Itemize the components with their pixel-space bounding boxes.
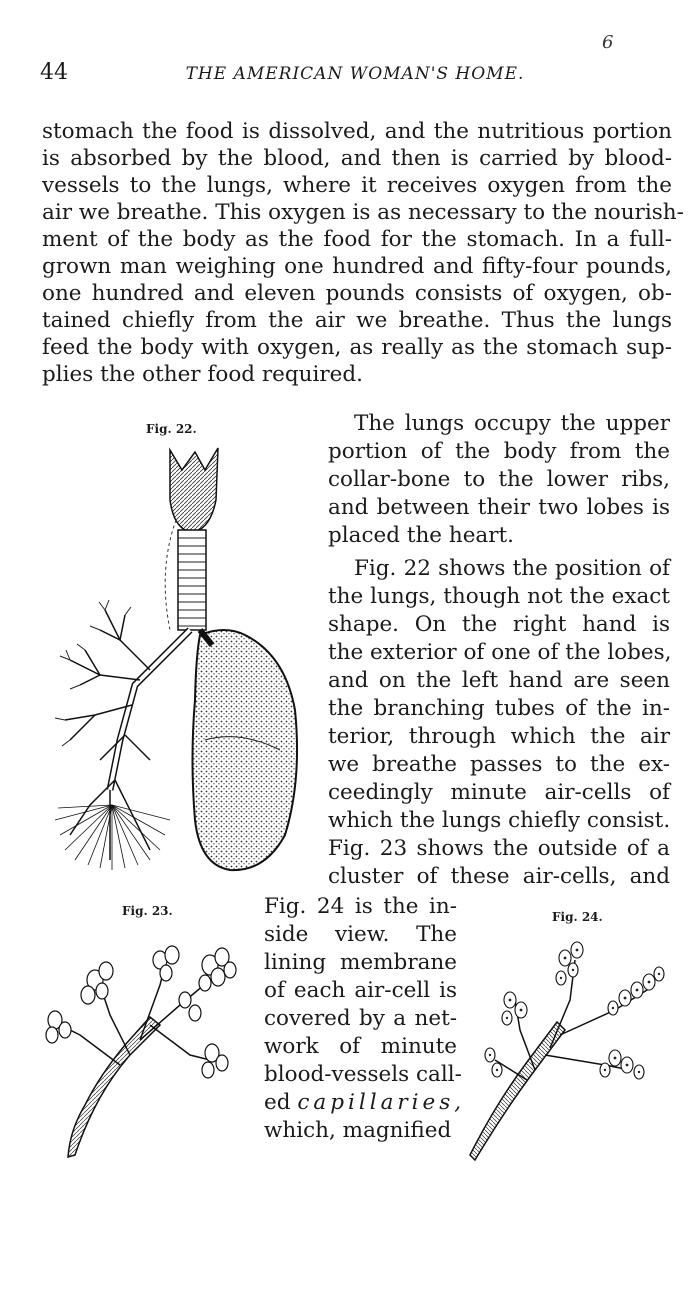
text-line: is absorbed by the blood, and then is carried by blood- xyxy=(42,146,672,171)
text-line: terior, through which the air xyxy=(328,724,670,749)
lungs-illustration xyxy=(40,440,310,880)
text-line: the lungs, though not the exact xyxy=(328,584,670,609)
text-line: of each air-cell is xyxy=(264,978,457,1003)
emphasized-term: capillaries, xyxy=(297,1090,466,1115)
text-line: grown man weighing one hundred and fifty-four pounds, xyxy=(42,254,672,279)
text-line xyxy=(264,1089,466,1116)
text-line: Fig. 24 is the in- xyxy=(264,894,457,919)
text-line: and between their two lobes is xyxy=(328,495,670,520)
figure-caption-23: Fig. 23. xyxy=(122,904,173,918)
text-line: ceedingly minute air-cells of xyxy=(328,780,670,805)
air-cell-cluster-interior-illustration xyxy=(465,930,670,1170)
text-line: plies the other food required. xyxy=(42,362,363,387)
text-line: feed the body with oxygen, as really as the stomach sup- xyxy=(42,335,672,360)
text-line: the exterior of one of the lobes, xyxy=(328,640,672,665)
text-line: collar-bone to the lower ribs, xyxy=(328,467,670,492)
text-line: we breathe passes to the ex- xyxy=(328,752,670,777)
text-line: placed the heart. xyxy=(328,523,515,548)
text-line: stomach the food is dissolved, and the nutritious portion xyxy=(42,119,672,144)
text-line: ment of the body as the food for the stomach. In a full- xyxy=(42,227,672,252)
air-cell-cluster-exterior-illustration xyxy=(40,925,250,1165)
text-line: lining membrane xyxy=(264,950,457,975)
text-line: blood-vessels call- xyxy=(264,1062,462,1087)
text-line: one hundred and eleven pounds consists of oxygen, ob- xyxy=(42,281,672,306)
text-line: cluster of these air-cells, and xyxy=(328,864,670,889)
text-line: covered by a net- xyxy=(264,1006,457,1031)
running-title: THE AMERICAN WOMAN'S HOME. xyxy=(185,64,525,84)
text-line: and on the left hand are seen xyxy=(328,668,670,693)
text-line: vessels to the lungs, where it receives oxygen from the xyxy=(42,173,672,198)
text-line: which the lungs chiefly consist. xyxy=(328,808,671,833)
running-header xyxy=(40,60,670,90)
text-line: work of minute xyxy=(264,1034,457,1059)
page-number: 44 xyxy=(40,60,68,85)
text-line: tained chiefly from the air we breathe. Thus the lungs xyxy=(42,308,672,333)
text-line: the branching tubes of the in- xyxy=(328,696,670,721)
text-line: Fig. 23 shows the outside of a xyxy=(328,836,670,861)
corner-mark: 6 xyxy=(602,32,614,53)
text-line: The lungs occupy the upper xyxy=(354,411,670,436)
figure-caption-24: Fig. 24. xyxy=(552,910,603,924)
text-line: air we breathe. This oxygen is as necessary to the nourish- xyxy=(42,200,684,225)
figure-caption-22: Fig. 22. xyxy=(146,422,197,436)
text-line: Fig. 22 shows the position of xyxy=(354,556,670,581)
text-fragment: ed xyxy=(264,1090,298,1115)
text-line: which, magnified xyxy=(264,1118,452,1143)
text-line: portion of the body from the xyxy=(328,439,670,464)
text-line: shape. On the right hand is xyxy=(328,612,670,637)
text-line: side view. The xyxy=(264,922,457,947)
